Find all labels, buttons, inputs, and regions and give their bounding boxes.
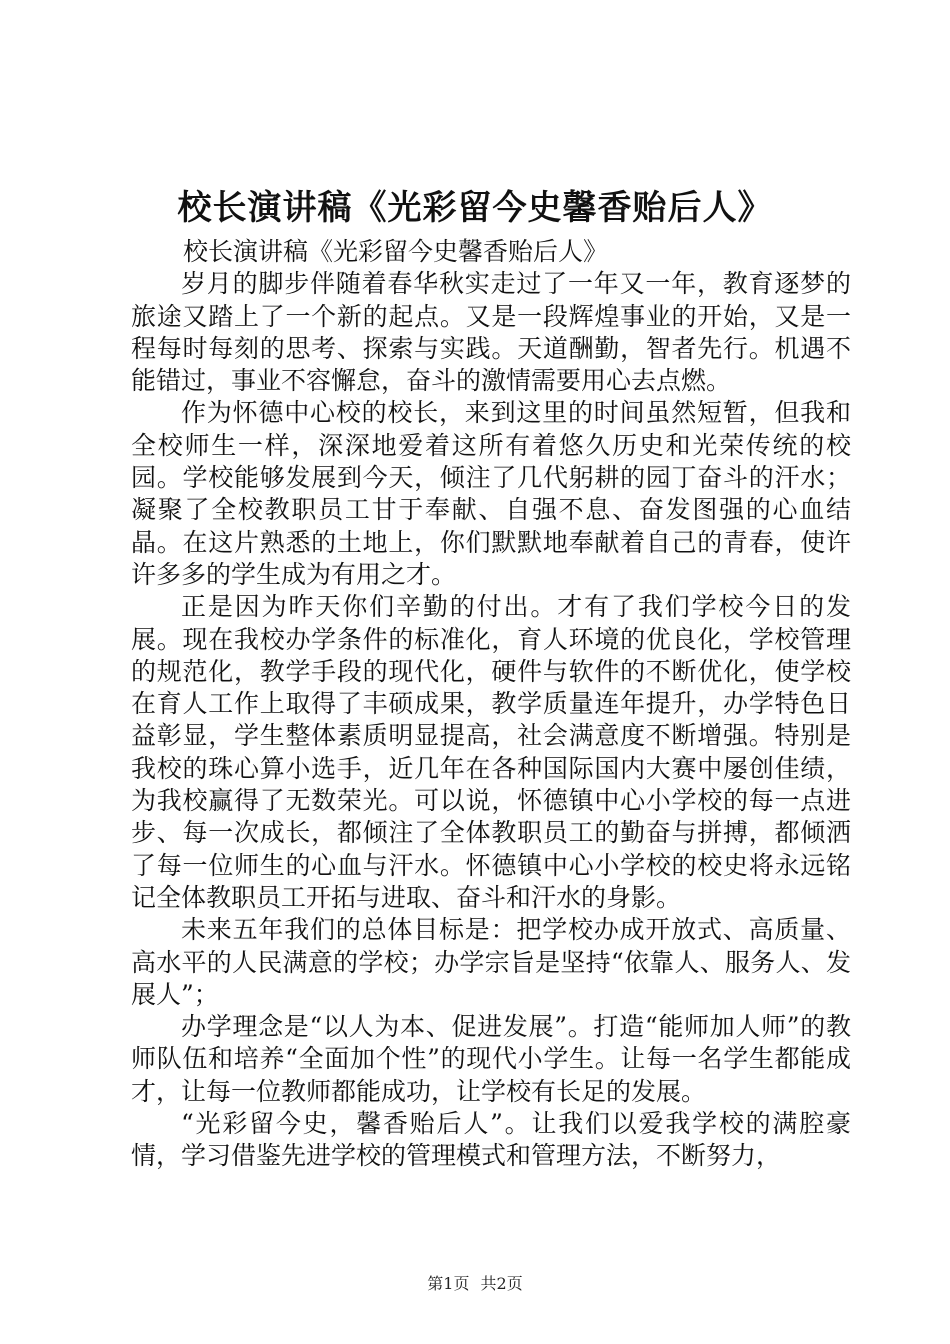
- page-number: 第1页: [427, 1274, 470, 1293]
- document-body: [131, 236, 851, 1173]
- subtitle-paragraph: 校长演讲稿《光彩留今史馨香贻后人》: [183, 237, 609, 266]
- body-paragraph: 作为怀德中心校的校长，来到这里的时间虽然短暂，但我和全校师生一样，深深地爱着这所有着悠久历史和光荣传统的校园。学校能够发展到今天，倾注了几代躬耕的园丁奋斗的汗水；凝聚了全校教职员工甘于奉献、自强不息、奋发图强的心血结晶。在这片熟悉的土地上，你们默默地奉献着自己的青春，使许许多多的学生成为有用之才。: [131, 398, 851, 589]
- document-title: 校长演讲稿《光彩留今史馨香贻后人》: [177, 188, 773, 228]
- body-paragraph: 岁月的脚步伴随着春华秋实走过了一年又一年，教育逐梦的旅途又踏上了一个新的起点。又是一段辉煌事业的开始，又是一程每时每刻的思考、探索与实践。天道酬勤，智者先行。机遇不能错过，事业不容懈怠，奋斗的激情需要用心去点燃。: [131, 269, 851, 396]
- body-paragraph: 未来五年我们的总体目标是：把学校办成开放式、高质量、高水平的人民满意的学校；办学宗旨是坚持“依靠人、服务人、发展人”；: [131, 915, 851, 1009]
- page-count: 共2页: [480, 1274, 523, 1293]
- body-paragraph: “光彩留今史，馨香贻后人”。让我们以爱我学校的满腔豪情，学习借鉴先进学校的管理模式和管理方法，不断努力，: [131, 1109, 851, 1171]
- body-paragraph: 正是因为昨天你们辛勤的付出。才有了我们学校今日的发展。现在我校办学条件的标准化，育人环境的优良化，学校管理的规范化，教学手段的现代化，硬件与软件的不断优化，使学校在育人工作上取得了丰硕成果，教学质量连年提升，办学特色日益彰显，学生整体素质明显提高，社会满意度不断增强。特别是我校的珠心算小选手，近几年在各种国际国内大赛中屡创佳绩，为我校赢得了无数荣光。可以说，怀德镇中心小学校的每一点进步、每一次成长，都倾注了全体教职员工的勤奋与拼搏，都倾洒了每一位师生的心血与汗水。怀德镇中心小学校的校史将永远铭记全体教职员工开拓与进取、奋斗和汗水的身影。: [131, 592, 851, 912]
- page-footer: [0, 1274, 950, 1294]
- body-paragraph: 办学理念是“以人为本、促进发展”。打造“能师加人师”的教师队伍和培养“全面加个性”的现代小学生。让每一名学生都能成才，让每一位教师都能成功，让学校有长足的发展。: [131, 1012, 851, 1106]
